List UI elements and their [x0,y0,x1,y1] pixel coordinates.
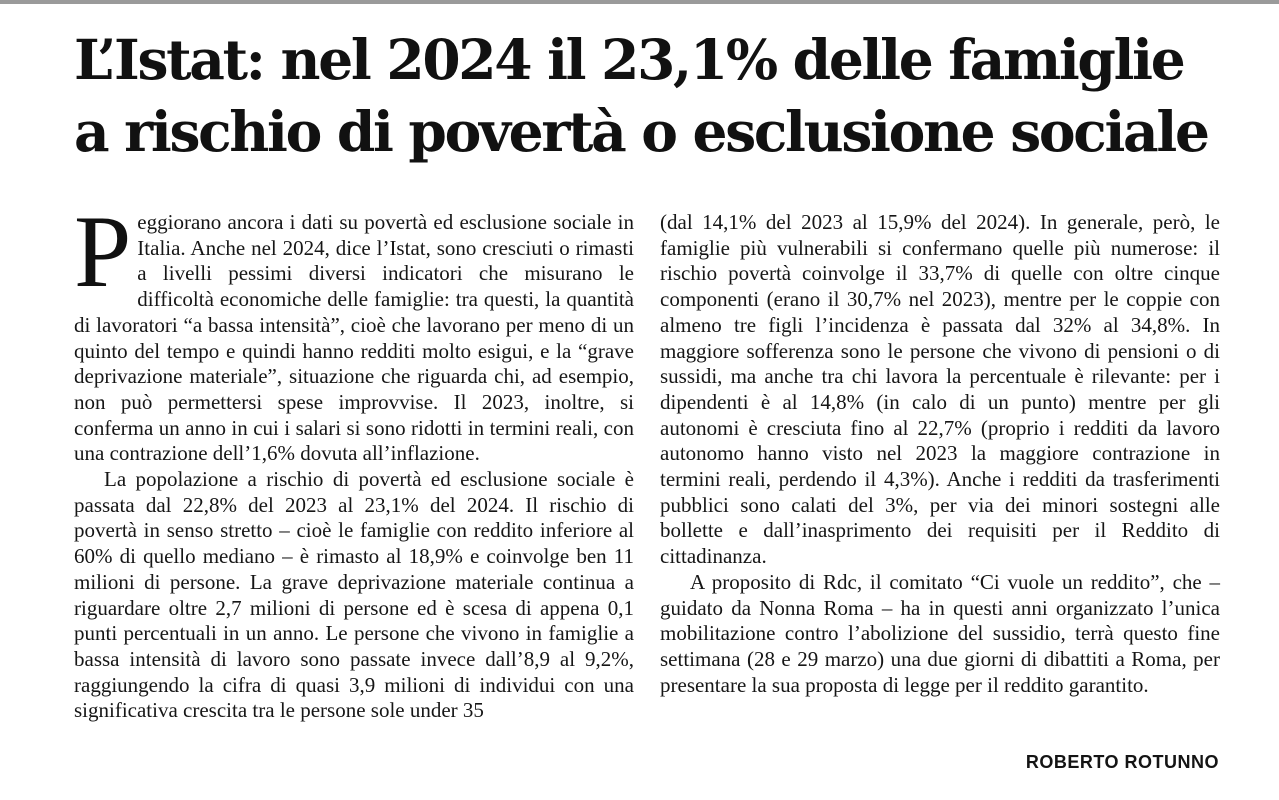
paragraph-2: La popolazione a rischio di povertà ed esclusione sociale è passata dal 22,8% del 2023 al 23,1% del 2024. Il rischio di povertà in senso stretto – cioè le famiglie con reddito inferiore al 60% di quello mediano – è rimasto al 18,9% e coinvolge ben 11 milioni di persone. La grave deprivazione materiale continua a riguardare oltre 2,7 milioni di persone ed è scesa di appena 0,1 punti percentuali in un anno. Le persone che vivono in famiglie a bassa intensità di lavoro sono passate invece dall’8,9 al 9,2%, raggiungendo la cifra di quasi 3,9 milioni di individui con una significativa crescita tra le persone sole under 35 [74,467,634,723]
paragraph-1 [74,195,634,467]
top-rule [0,0,1279,4]
article-column-right [660,210,1220,698]
paragraph-1-text: eggiorano ancora i dati su povertà ed esclusione sociale in Italia. Anche nel 2024, dice l’Istat, sono cresciuti o rimasti a livelli pessimi diversi indicatori che misurano le difficoltà economiche delle famiglie: tra questi, la quantità di lavoratori “a bassa intensità”, cioè che lavorano per meno di un quinto del tempo e quindi hanno redditi molto esigui, e la “grave deprivazione materiale”, situazione che riguarda chi, ad esempio, non può permettersi spese improvvise. Il 2023, inoltre, si conferma un anno in cui i salari si sono ridotti in termini reali, con una contrazione dell’1,6% dovuta all’inflazione. [74,210,634,466]
headline-line-1: L’Istat: nel 2024 il 23,1% delle famiglie [74,27,1184,92]
drop-cap: P [74,195,132,309]
article-headline [74,24,1254,168]
headline-line-2: a rischio di povertà o esclusione sociale [74,99,1208,164]
paragraph-4: A proposito di Rdc, il comitato “Ci vuole un reddito”, che – guidato da Nonna Roma – ha in questi anni organizzato l’unica mobilitazione contro l’abolizione del sussidio, terrà questo fine settimana (28 e 29 marzo) una due giorni di dibattiti a Roma, per presentare la sua proposta di legge per il reddito garantito. [660,569,1220,697]
paragraph-3: (dal 14,1% del 2023 al 15,9% del 2024). In generale, però, le famiglie più vulnerabili si confermano quelle più numerose: il rischio povertà coinvolge il 33,7% di quelle con oltre cinque componenti (erano il 30,7% nel 2023), mentre per le coppie con almeno tre figli l’incidenza è passata dal 32% al 34,8%. In maggiore sofferenza sono le persone che vivono di pensioni o di sussidi, ma anche tra chi lavora la percentuale è rilevante: per i dipendenti è al 14,8% (in calo di un punto) mentre per gli autonomi è cresciuta fino al 22,7% (proprio i redditi da lavoro autonomo hanno visto nel 2023 la maggiore contrazione in termini reali, perdendo il 4,3%). Anche i redditi da trasferimenti pubblici sono calati del 3%, per via dei minori sostegni alle bollette e dall’inasprimento dei requisiti per il Reddito di cittadinanza. [660,210,1220,569]
article-column-left [74,195,634,724]
author-byline: ROBERTO ROTUNNO [1025,752,1219,772]
